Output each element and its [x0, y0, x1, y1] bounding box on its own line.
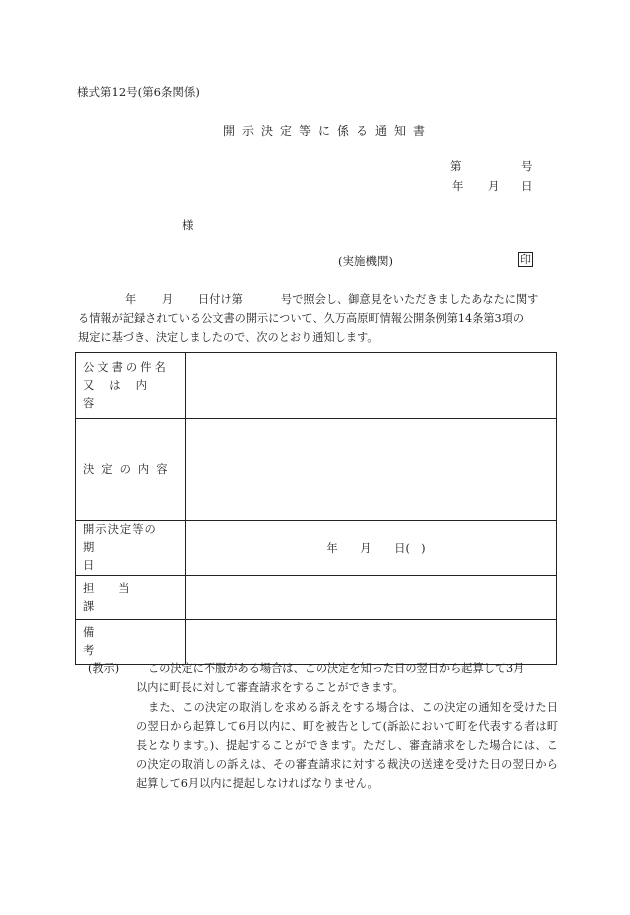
- number-go: 号: [521, 159, 533, 173]
- value-decision: [186, 419, 557, 521]
- value-document-title: [186, 353, 557, 419]
- table-row-department: [76, 576, 557, 620]
- notes-head: (教示): [88, 662, 120, 675]
- label-disclosure-date-line2-text: 期日: [83, 541, 157, 572]
- table-row-date: [76, 521, 557, 576]
- disclosure-date-value: 年 月 日( ): [326, 542, 426, 555]
- body-rest-line1: 号で照会し、御意見をいただきましたあなたに関す: [281, 293, 539, 306]
- value-disclosure-date: [186, 521, 557, 576]
- notes-p1-line2: 以内に町長に対して審査請求をすることができます。: [136, 681, 404, 694]
- label-disclosure-date: [76, 521, 186, 576]
- label-document-title-line1: 公文書の件名: [83, 360, 169, 374]
- label-disclosure-date-line2: [83, 539, 180, 575]
- body-nen: 年: [125, 293, 137, 306]
- table-row-document: [76, 353, 557, 419]
- addressee-suffix: 様: [182, 218, 194, 232]
- table-row-remarks: [76, 620, 557, 665]
- value-department: [186, 576, 557, 620]
- notice-table: [75, 352, 557, 665]
- body-line-3: 規定に基づき、決定しましたので、次のとおり通知します。: [78, 331, 379, 344]
- label-remarks: [76, 620, 186, 665]
- label-disclosure-date-line1: 開示決定等の: [83, 523, 157, 536]
- label-department-text: 担当課: [83, 581, 154, 613]
- body-hitsuke: 日付け第: [198, 293, 243, 306]
- document-title: 開示決定等に係る通知書: [223, 124, 433, 138]
- notes-p2: また、この決定の取消しを求める訴えをする場合は、この決定の通知を受けた日の翌日から起算して6月以内に、町を被告として(訴訟において町を代表する者は町長となります。)、提起することができます。ただし、審査請求をした場合には、この決定の取消しの訴えは、その審査請求に対する裁決の送達を受けた日の翌日から起算して6月以内に提起しなければなりません。: [136, 701, 558, 790]
- label-document-title: [76, 353, 186, 419]
- date-tsuki: 月: [488, 179, 500, 193]
- date-hi: 日: [521, 179, 533, 193]
- label-remarks-text: 備考: [83, 626, 157, 657]
- table-row-decision: [76, 419, 557, 521]
- date-nen: 年: [452, 179, 464, 193]
- label-decision: [76, 419, 186, 521]
- form-number: 様式第12号(第6条関係): [77, 85, 200, 99]
- seal-box: 印: [520, 253, 531, 266]
- notes-p1-line1: この決定に不服がある場合は、この決定を知った日の翌日から起算して3月: [148, 662, 525, 675]
- body-line-2: る情報が記録されている公文書の開示について、久万高原町情報公開条例第14条第3項の: [78, 312, 525, 325]
- label-decision-text: 決定の内容: [83, 462, 175, 476]
- label-document-title-line2: 又は内容: [83, 378, 162, 410]
- body-tsuki: 月: [162, 293, 174, 306]
- label-department: [76, 576, 186, 620]
- issuer-label: (実施機関): [338, 254, 393, 268]
- number-dai: 第: [450, 159, 462, 173]
- value-remarks: [186, 620, 557, 665]
